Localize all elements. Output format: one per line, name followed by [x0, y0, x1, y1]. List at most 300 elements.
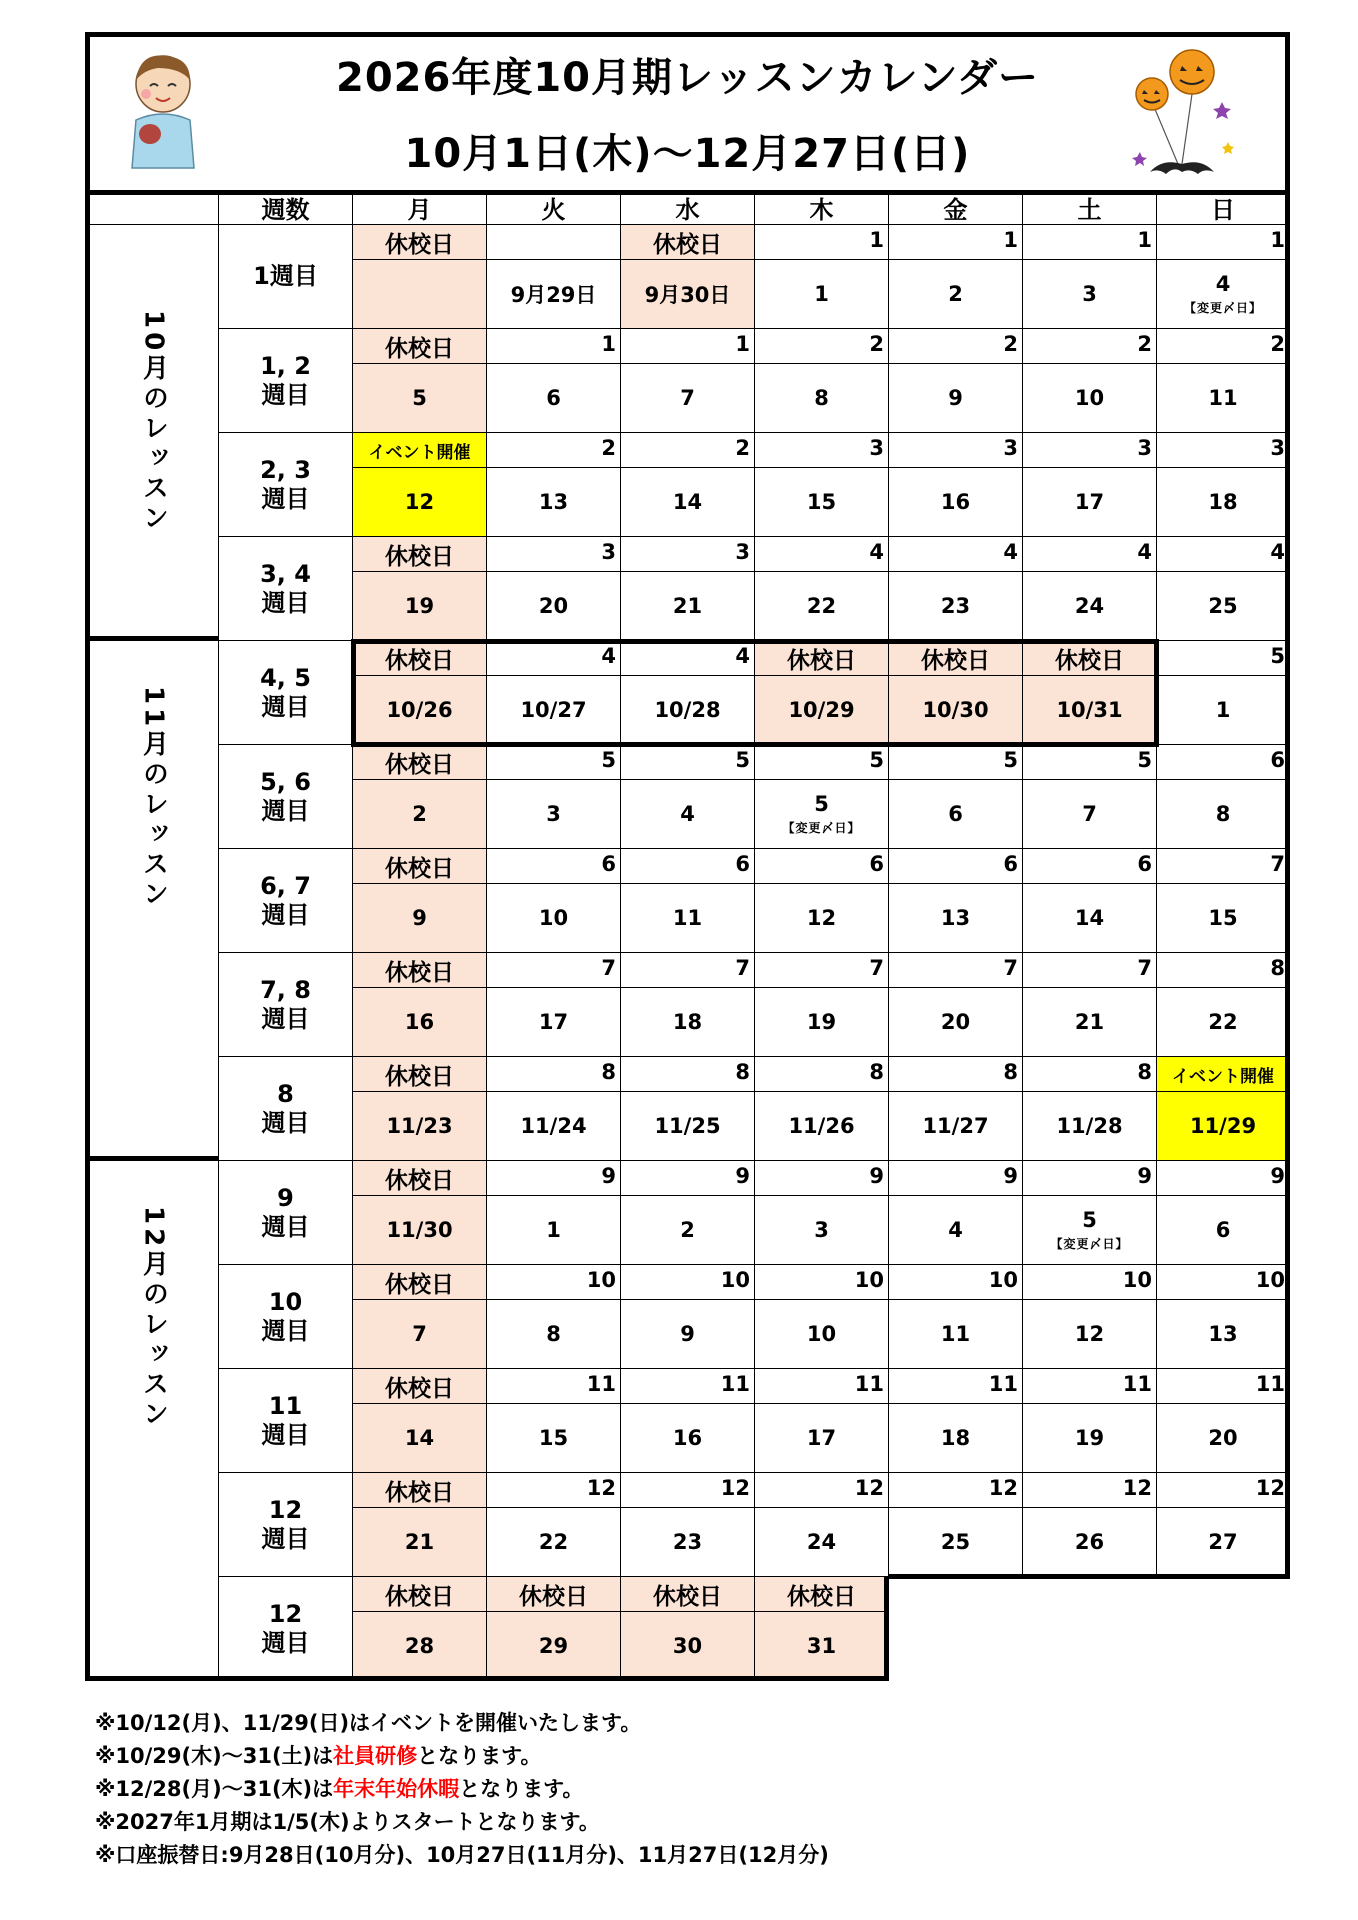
date-value: 9月29日 [510, 283, 597, 307]
lesson-number: 1 [755, 225, 889, 260]
date-value: 19 [806, 1010, 837, 1034]
lesson-number: 7 [1023, 953, 1157, 988]
date-cell [487, 1508, 621, 1577]
footer-note-text: ※2027年1月期は1/5(木)よりスタートとなります。 [95, 1810, 600, 1834]
footer-note-text: ※口座振替日:9月28日(10月分)、10月27日(11月分)、11月27日(12月分) [95, 1843, 829, 1867]
date-value: 14 [404, 1426, 435, 1450]
lesson-number: 5 [487, 745, 621, 780]
date-cell [1023, 780, 1157, 849]
lesson-number: 2 [1157, 329, 1290, 364]
row-right-border [1285, 1473, 1290, 1577]
month-label-text: 10月のレッスン [138, 310, 169, 535]
week-cell [219, 1161, 353, 1265]
lesson-number: 1 [487, 329, 621, 364]
frame-right-last [884, 1577, 889, 1681]
date-cell [755, 1092, 889, 1161]
month-label-0 [85, 190, 219, 641]
date-value: 12 [404, 490, 435, 514]
date-cell [621, 1612, 755, 1681]
lesson-number: 11 [755, 1369, 889, 1404]
date-value: 1 [546, 1218, 561, 1242]
date-value: 19 [1074, 1426, 1105, 1450]
change-deadline-note: 【変更〆日】 [782, 821, 861, 835]
date-value: 9月30日 [644, 283, 731, 307]
calendar-period: 10月1日(木)～12月27日(日) [404, 131, 971, 177]
date-cell [755, 1612, 889, 1681]
date-cell [487, 1092, 621, 1161]
column-header-1: 月 [353, 190, 487, 225]
change-deadline-note: 【変更〆日】 [1183, 301, 1262, 315]
lesson-number: 4 [621, 641, 755, 676]
date-value: 21 [1074, 1010, 1105, 1034]
closed-day-tag: 休校日 [1023, 641, 1157, 676]
row-right-border [1285, 537, 1290, 641]
date-cell [621, 1092, 755, 1161]
week-cell [219, 1057, 353, 1161]
date-value: 13 [940, 906, 971, 930]
row-right-border [1285, 1057, 1290, 1161]
lesson-number: 5 [889, 745, 1023, 780]
week-label: 4, 5 [260, 663, 311, 692]
date-value: 21 [404, 1530, 435, 1554]
date-cell [353, 988, 487, 1057]
lesson-number: 3 [1157, 433, 1290, 468]
date-cell [889, 364, 1023, 433]
lesson-number: 7 [487, 953, 621, 988]
date-value: 4 [680, 802, 695, 826]
date-value: 7 [680, 386, 695, 410]
date-cell [1157, 988, 1290, 1057]
lesson-number: 6 [1157, 745, 1290, 780]
date-value: 16 [672, 1426, 703, 1450]
lesson-number: 9 [487, 1161, 621, 1196]
lesson-number: 2 [755, 329, 889, 364]
lesson-number: 12 [889, 1473, 1023, 1508]
footer-note-text: となります。 [417, 1744, 542, 1768]
date-value: 27 [1208, 1530, 1238, 1554]
lesson-number: 4 [1023, 537, 1157, 572]
date-cell [755, 1196, 889, 1265]
date-value: 18 [672, 1010, 703, 1034]
closed-day-tag: 休校日 [353, 1057, 487, 1092]
training-week-highlight-box [351, 639, 1159, 747]
date-value: 5 [1082, 1208, 1097, 1232]
date-cell [889, 1196, 1023, 1265]
date-value: 2 [948, 282, 963, 306]
week-label: 週目 [261, 1628, 310, 1657]
date-cell [889, 780, 1023, 849]
footer-note [95, 1773, 583, 1803]
week-label: 週目 [261, 484, 310, 513]
date-cell [1023, 364, 1157, 433]
date-cell [1157, 1300, 1290, 1369]
date-value: 23 [672, 1530, 703, 1554]
date-cell [889, 1300, 1023, 1369]
date-value: 22 [806, 594, 837, 618]
lesson-number: 12 [1023, 1473, 1157, 1508]
lesson-number: 12 [755, 1473, 889, 1508]
week-label: 12 [268, 1495, 303, 1524]
date-cell [353, 468, 487, 537]
column-header-2: 火 [487, 190, 621, 225]
date-cell [621, 468, 755, 537]
lesson-calendar-grid [85, 190, 1290, 1700]
closed-day-tag: 休校日 [755, 1577, 889, 1612]
week-label: 2, 3 [260, 455, 311, 484]
row-right-border [1285, 953, 1290, 1057]
date-cell [889, 1508, 1023, 1577]
date-value: 3 [1082, 282, 1097, 306]
lesson-number: 2 [487, 433, 621, 468]
date-value: 5 [814, 792, 829, 816]
date-value: 23 [940, 594, 971, 618]
date-cell [487, 364, 621, 433]
week-cell [219, 641, 353, 745]
date-value: 10/31 [1056, 698, 1123, 722]
month-label-1 [85, 641, 219, 1161]
date-cell [889, 1404, 1023, 1473]
lesson-number: 2 [621, 433, 755, 468]
closed-day-tag: 休校日 [353, 537, 487, 572]
footer-note-text: となります。 [459, 1777, 584, 1801]
week-label: 9 [277, 1183, 294, 1212]
date-value: 11/26 [788, 1114, 855, 1138]
date-value: 3 [814, 1218, 829, 1242]
date-value: 10/27 [520, 698, 587, 722]
date-cell [755, 572, 889, 641]
lesson-number: 1 [1157, 225, 1290, 260]
row-right-border [1285, 329, 1290, 433]
lesson-number: 10 [487, 1265, 621, 1300]
week-cell [219, 849, 353, 953]
week-label: 3, 4 [260, 559, 311, 588]
lesson-number: 1 [889, 225, 1023, 260]
lesson-number: 10 [1023, 1265, 1157, 1300]
date-cell [1023, 1196, 1157, 1265]
week-cell [219, 329, 353, 433]
date-value: 20 [1208, 1426, 1238, 1450]
lesson-number: 10 [889, 1265, 1023, 1300]
footer-note-emphasis: 社員研修 [333, 1744, 418, 1768]
date-value: 10/29 [788, 698, 855, 722]
date-cell [889, 260, 1023, 329]
date-cell [621, 1196, 755, 1265]
frame-bottom-step [889, 1574, 1290, 1579]
lesson-number: 6 [487, 849, 621, 884]
column-header-0: 週数 [219, 190, 353, 225]
frame-right-header [1285, 190, 1290, 225]
date-value: 10/26 [386, 698, 453, 722]
date-value: 19 [404, 594, 435, 618]
week-label: 週目 [261, 380, 310, 409]
date-cell [621, 572, 755, 641]
month-label-text: 11月のレッスン [138, 686, 169, 911]
lesson-number: 4 [1157, 537, 1290, 572]
date-cell [1157, 260, 1290, 329]
row-right-border [1285, 433, 1290, 537]
date-value: 6 [948, 802, 963, 826]
date-cell [1023, 1508, 1157, 1577]
date-cell [1157, 1508, 1290, 1577]
date-value: 1 [814, 282, 829, 306]
week-label: 週目 [261, 1316, 310, 1345]
lesson-number: 12 [487, 1473, 621, 1508]
date-value: 15 [1208, 906, 1238, 930]
date-value: 14 [672, 490, 703, 514]
lesson-number: 5 [1023, 745, 1157, 780]
date-value: 11/25 [654, 1114, 721, 1138]
week-cell [219, 225, 353, 329]
lesson-number: 8 [889, 1057, 1023, 1092]
lesson-number: 6 [621, 849, 755, 884]
lesson-number: 3 [621, 537, 755, 572]
row-right-border [1285, 1369, 1290, 1473]
week-label: 1, 2 [260, 351, 311, 380]
date-cell [1157, 780, 1290, 849]
date-cell [755, 1508, 889, 1577]
date-cell [1157, 676, 1290, 745]
date-value: 11/27 [922, 1114, 989, 1138]
date-cell [1157, 468, 1290, 537]
date-cell [487, 1196, 621, 1265]
footer-note [95, 1806, 600, 1836]
date-cell [1023, 1300, 1157, 1369]
date-cell [621, 1404, 755, 1473]
lesson-number: 9 [1023, 1161, 1157, 1196]
date-cell [755, 988, 889, 1057]
date-cell [1157, 572, 1290, 641]
closed-day-tag: 休校日 [487, 1577, 621, 1612]
date-value: 29 [538, 1634, 569, 1658]
date-value: 12 [806, 906, 837, 930]
lesson-number: 8 [755, 1057, 889, 1092]
lesson-number: 6 [1023, 849, 1157, 884]
date-cell [353, 572, 487, 641]
lesson-number: 12 [621, 1473, 755, 1508]
week-label: 7, 8 [260, 975, 311, 1004]
lesson-number: 7 [755, 953, 889, 988]
date-value: 10 [806, 1322, 837, 1346]
date-value: 16 [404, 1010, 435, 1034]
week-cell [219, 433, 353, 537]
date-cell [755, 1300, 889, 1369]
lesson-number: 8 [1157, 953, 1290, 988]
column-header-6: 土 [1023, 190, 1157, 225]
closed-day-tag: 休校日 [621, 225, 755, 260]
closed-day-tag: 休校日 [353, 745, 487, 780]
date-cell [487, 1300, 621, 1369]
column-header-3: 水 [621, 190, 755, 225]
date-value: 11 [940, 1322, 971, 1346]
lesson-number: 11 [487, 1369, 621, 1404]
date-cell [889, 884, 1023, 953]
closed-day-tag: 休校日 [621, 1577, 755, 1612]
date-value: 9 [412, 906, 427, 930]
date-value: 14 [1074, 906, 1105, 930]
date-cell [755, 884, 889, 953]
date-value: 6 [1215, 1218, 1231, 1242]
week-label: 週目 [261, 1108, 310, 1137]
date-value: 1 [1215, 698, 1231, 722]
date-value: 3 [546, 802, 561, 826]
lesson-number: 12 [1157, 1473, 1290, 1508]
lesson-number: 1 [1023, 225, 1157, 260]
week-label: 8 [277, 1079, 294, 1108]
month-label-text: 12月のレッスン [138, 1206, 169, 1431]
date-cell [353, 884, 487, 953]
date-value: 20 [538, 594, 569, 618]
date-cell [755, 1404, 889, 1473]
column-header-7: 日 [1157, 190, 1290, 225]
lesson-number: 7 [889, 953, 1023, 988]
closed-day-tag: 休校日 [353, 225, 487, 260]
date-cell [621, 884, 755, 953]
lesson-number: 7 [1157, 849, 1290, 884]
week-label: 10 [268, 1287, 303, 1316]
row-right-border [1285, 641, 1290, 745]
date-cell [889, 988, 1023, 1057]
date-value: 28 [404, 1634, 435, 1658]
closed-day-tag: 休校日 [353, 1161, 487, 1196]
date-value: 11/28 [1056, 1114, 1123, 1138]
row-right-border [1285, 225, 1290, 329]
lesson-number: 4 [487, 641, 621, 676]
date-cell [1157, 1092, 1290, 1161]
week-cell [219, 1473, 353, 1577]
lesson-number: 9 [1157, 1161, 1290, 1196]
date-value: 15 [806, 490, 837, 514]
date-cell [621, 364, 755, 433]
date-value: 20 [940, 1010, 971, 1034]
date-cell [487, 1404, 621, 1473]
week-label: 週目 [261, 588, 310, 617]
date-value: 11/24 [520, 1114, 587, 1138]
lesson-number: 5 [755, 745, 889, 780]
date-cell [487, 988, 621, 1057]
lesson-number: 3 [755, 433, 889, 468]
date-value: 24 [806, 1530, 837, 1554]
lesson-number: 3 [1023, 433, 1157, 468]
event-tag: イベント開催 [1157, 1057, 1290, 1092]
date-cell [1023, 468, 1157, 537]
lesson-number: 1 [621, 329, 755, 364]
column-header-5: 金 [889, 190, 1023, 225]
date-value: 16 [940, 490, 971, 514]
lesson-number: 5 [621, 745, 755, 780]
date-cell [1023, 988, 1157, 1057]
lesson-number: 8 [1023, 1057, 1157, 1092]
lesson-number: 5 [1157, 641, 1290, 676]
lesson-number: 6 [889, 849, 1023, 884]
date-cell [1157, 1196, 1290, 1265]
date-value: 8 [546, 1322, 561, 1346]
date-cell [755, 260, 889, 329]
lesson-number: 3 [487, 537, 621, 572]
date-cell [621, 1300, 755, 1369]
week-label: 6, 7 [260, 871, 311, 900]
closed-day-tag: 休校日 [353, 329, 487, 364]
lesson-number: 3 [889, 433, 1023, 468]
date-cell [487, 780, 621, 849]
date-value: 22 [1208, 1010, 1238, 1034]
closed-day-tag: 休校日 [353, 1473, 487, 1508]
date-value: 18 [940, 1426, 971, 1450]
date-cell [889, 572, 1023, 641]
date-value: 11 [672, 906, 703, 930]
date-value: 8 [814, 386, 829, 410]
date-value: 10/30 [922, 698, 989, 722]
frame-bottom-last [85, 1676, 889, 1681]
closed-day-tag: 休校日 [755, 641, 889, 676]
lesson-number: 11 [621, 1369, 755, 1404]
lesson-number [487, 225, 621, 260]
lesson-number: 10 [755, 1265, 889, 1300]
date-value: 5 [412, 386, 427, 410]
closed-day-tag: 休校日 [353, 1265, 487, 1300]
week-label: 5, 6 [260, 767, 311, 796]
week-label: 週目 [261, 1004, 310, 1033]
footer-note [95, 1839, 829, 1869]
event-tag: イベント開催 [353, 433, 487, 468]
footer-note [95, 1707, 641, 1737]
lesson-number: 11 [889, 1369, 1023, 1404]
lesson-number: 9 [755, 1161, 889, 1196]
column-header-4: 木 [755, 190, 889, 225]
week-cell [219, 953, 353, 1057]
date-value: 6 [546, 386, 561, 410]
date-value: 4 [948, 1218, 963, 1242]
week-label: 週目 [261, 1524, 310, 1553]
week-cell [219, 1369, 353, 1473]
date-value: 12 [1074, 1322, 1105, 1346]
date-value: 25 [940, 1530, 971, 1554]
date-value: 21 [672, 594, 703, 618]
closed-day-tag: 休校日 [353, 849, 487, 884]
date-cell [1023, 1092, 1157, 1161]
date-cell [487, 260, 621, 329]
date-value: 10/28 [654, 698, 721, 722]
closed-day-tag: 休校日 [353, 641, 487, 676]
month-label-2 [85, 1161, 219, 1681]
lesson-number: 2 [1023, 329, 1157, 364]
week-label: 12 [268, 1599, 303, 1628]
date-cell [353, 1300, 487, 1369]
date-value: 10 [1074, 386, 1105, 410]
week-label: 週目 [261, 900, 310, 929]
lesson-number: 8 [487, 1057, 621, 1092]
row-right-border [1285, 1161, 1290, 1265]
frame-top [85, 190, 1290, 195]
closed-day-tag: 休校日 [353, 1369, 487, 1404]
date-cell [621, 780, 755, 849]
date-cell [1023, 884, 1157, 953]
date-value: 15 [538, 1426, 569, 1450]
lesson-number: 7 [621, 953, 755, 988]
closed-day-tag: 休校日 [889, 641, 1023, 676]
date-cell [1157, 884, 1290, 953]
lesson-number: 11 [1023, 1369, 1157, 1404]
date-value: 11 [1208, 386, 1238, 410]
footer-note-text: ※10/29(木)～31(土)は [95, 1744, 334, 1768]
date-value: 2 [680, 1218, 695, 1242]
date-cell [353, 364, 487, 433]
date-cell [889, 468, 1023, 537]
date-value: 2 [412, 802, 427, 826]
date-value: 17 [806, 1426, 837, 1450]
closed-day-tag: 休校日 [353, 953, 487, 988]
date-cell [353, 1404, 487, 1473]
footer-note [95, 1740, 541, 1770]
